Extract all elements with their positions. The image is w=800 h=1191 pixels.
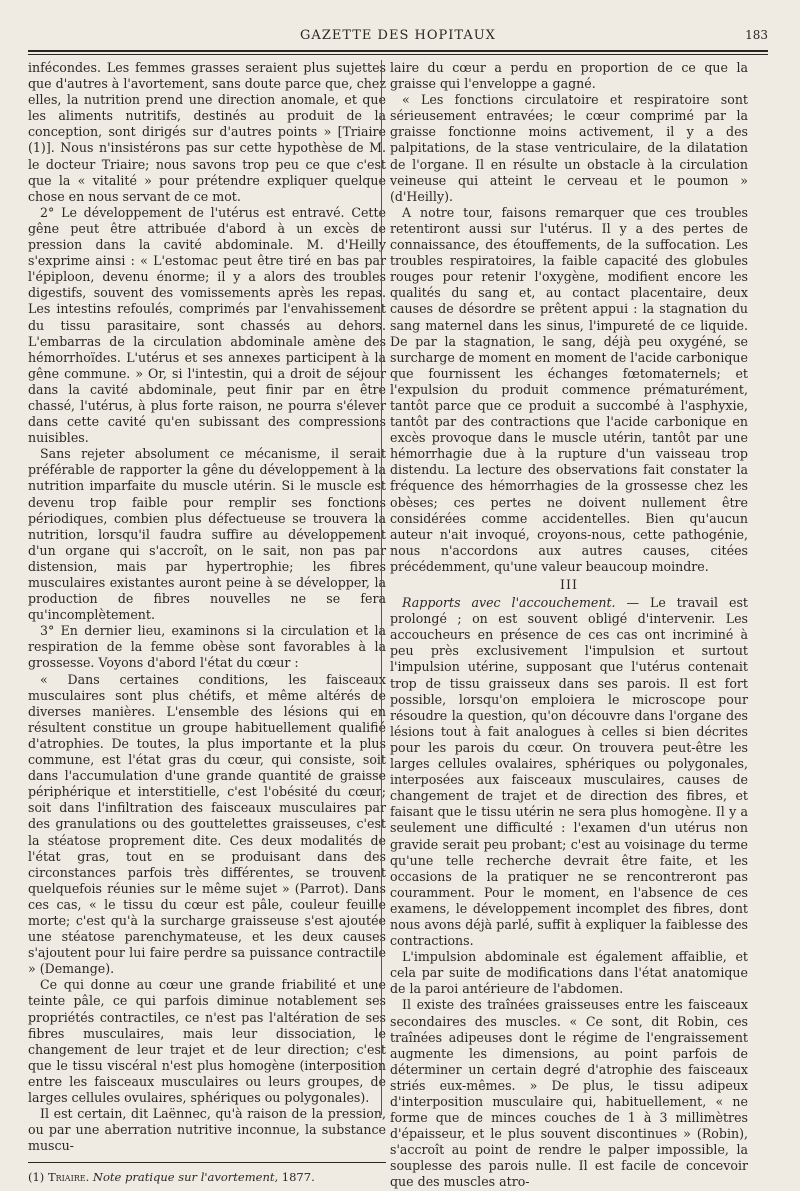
paragraph: laire du cœur a perdu en proportion de ce que la graisse qui l'enveloppe a gagné. [390, 60, 748, 92]
paragraph: « Dans certaines conditions, les faisceaux musculaires sont plus chétifs, et même altérés de diverses manières. L'ensemble des lésions qui en résultent constitue un groupe habituellement qualifié d'atrophies. De toutes, la plus importante et la plus commune, est l'état gras du cœur, qui consiste, soit dans l'accumulation d'une grande quantité de graisse périphérique et interstitielle, c'est l'obésité du cœur; soit dans l'infiltration des faisceaux musculaires par des granulations ou des gouttelettes graisseuses, c'est la stéatose proprement dite. Ces deux modalités de l'état gras, tout en se produisant dans des circonstances parfois très différentes, se trouvent quelquefois réunies sur le même sujet » (Parrot). Dans ces cas, « le tissu du cœur est pâle, couleur feuille morte; c'est qu'à la surcharge graisseuse s'est ajoutée une stéatose parenchymateuse, et les deux causes s'ajoutent pour lui faire perdre sa puissance contractile » (Demange). [28, 671, 386, 977]
footnote-title: Note pratique sur l'avortement, [89, 1170, 279, 1185]
paragraph: L'impulsion abdominale est également affaiblie, et cela par suite de modifications dans l'état anatomique de la paroi antérieure de l'abdomen. [390, 949, 748, 997]
footnote [28, 1169, 386, 1185]
header-rule-thick [28, 50, 768, 52]
page-header [28, 26, 768, 48]
column-divider [381, 60, 382, 1115]
section-number: III [560, 577, 578, 592]
section-lead-text: — Le travail est prolongé ; on est souvent obligé d'intervenir. Les accoucheurs en présence de ces cas ont incriminé à peu près exclusivement l'impulsion et surtout l'impulsion utérine, supposant que l'utérus contenait trop de tissu graisseux dans ses parois. Il est fort possible, lorsqu'on emploiera le microscope pour résoudre la question, qu'on découvre dans l'organe des lésions tout à fait analogues à celles si bien décrites pour les parois du cœur. On trouvera peut-être les larges cellules ovalaires, sphériques ou polygonales, interposées aux faisceaux musculaires, causes de changement de trajet et de direction des fibres, et faisant que le tissu utérin ne sera plus homogène. Il y a seulement une difficulté : l'examen d'un utérus non gravide serait peu probant; c'est au voisinage du terme qu'une telle recherche devrait être faite, et les occasions de la pratiquer ne se rencontreront pas couramment. Pour le moment, en l'absence de ces examens, le développement incomplet des fibres, dont nous avons déjà parlé, suffit à expliquer la faiblesse des contractions. [390, 595, 748, 949]
paragraph: Il est certain, dit Laënnec, qu'à raison de la pression, ou par une aberration nutritive inconnue, la substance muscu- [28, 1106, 386, 1154]
paragraph: « Les fonctions circulatoire et respiratoire sont sérieusement entravées; le cœur comprimé par la graisse fonctionne moins activement, il y a des palpitations, de la stase ventriculaire, de la dilatation de l'organe. Il en résulte un obstacle à la circulation veineuse qui atteint le cerveau et le poumon » (d'Heilly). [390, 92, 748, 204]
footnote-label: (1) [28, 1170, 48, 1185]
paragraph: Sans rejeter absolument ce mécanisme, il serait préférable de rapporter la gêne du développement à la nutrition imparfaite du muscle utérin. Si le muscle est devenu trop faible pour remplir ses fonctions périodiques, combien plus défectueuse se trouvera la nutrition, lorsqu'il faudra suffire au développement d'un organe qui s'accroît, on le sait, non pas par distension, mais par hypertrophie; les fibres musculaires existantes auront peine à se développer, la production de fibres nouvelles ne se fera qu'incomplètement. [28, 446, 386, 623]
running-title: GAZETTE DES HOPITAUX [300, 28, 496, 43]
footnote-year: 1877. [278, 1170, 315, 1185]
footnote-rule [28, 1162, 386, 1163]
right-column [390, 60, 748, 1191]
footnote-author: Triaire. [47, 1170, 90, 1185]
paragraph: A notre tour, faisons remarquer que ces troubles retentiront aussi sur l'utérus. Il y a des pertes de connaissance, des étouffements, de la suffocation. Les troubles respiratoires, la faible capacité des globules rouges pour retenir l'oxygène, modifient encore les qualités du sang et, au contact placentaire, deux causes de désordre se prêtent appui : la stagnation du sang maternel dans les sinus, l'impureté de ce liquide. De par la stagnation, le sang, déjà peu oxygéné, se surcharge de moment en moment de l'acide carbonique que fournissent les échanges fœtomaternels; et l'expulsion du produit commence prématurément, tantôt parce que ce produit a succombé à l'asphyxie, tantôt par des contractions que l'acide carbonique en excès provoque dans le muscle utérin, tantôt par une hémorrhagie due à la rupture d'un vaisseau trop distendu. La lecture des observations fait constater la fréquence des hémorrhagies de la grossesse chez les obèses; ces pertes ne doivent nullement être considérées comme accidentelles. Bien qu'aucun auteur n'ait invoqué, croyons-nous, cette pathogénie, nous n'accordons aux autres causes, citées précédemment, qu'une valeur beaucoup moindre. [390, 204, 748, 574]
paragraph: infécondes. Les femmes grasses seraient plus sujettes que d'autres à l'avortement, sans doute parce que, chez elles, la nutrition prend une direction anomale, et que les aliments nutritifs, destinés au produit de la conception, sont dirigés sur d'autres points » [Triaire (1)]. Nous n'insistérons pas sur cette hypothèse de M. le docteur Triaire; nous savons trop peu ce que c'est que la « vitalité » pour prétendre expliquer quelque chose en nous servant de ce mot. [28, 60, 386, 204]
left-column [28, 60, 386, 1185]
page-number: 183 [745, 28, 768, 42]
paragraph: 3° En dernier lieu, examinons si la circulation et la respiration de la femme obèse sont favorables à la grossesse. Voyons d'abord l'état du cœur : [28, 623, 386, 671]
section-lead-title: Rapports avec l'accouchement. [402, 595, 616, 611]
paragraph: Ce qui donne au cœur une grande friabilité et une teinte pâle, ce qui parfois diminue notablement ses propriétés contractiles, ce n'est pas l'altération de ses fibres musculaires, mais leur dissociation, le changement de leur trajet et de leur direction; c'est que le tissu viscéral n'est plus homogène (interposition entre les faisceaux musculaires ou leurs groupes, de larges cellules ovulaires, sphériques ou polygonales). [28, 977, 386, 1105]
section-lead-paragraph [390, 595, 748, 949]
paragraph: Il existe des traînées graisseuses entre les faisceaux secondaires des muscles. « Ce sont, dit Robin, ces traînées adipeuses dont le régime de l'engraissement augmente les dimensions, au point parfois de déterminer un certain degré d'atrophie des faisceaux striés eux-mêmes. » De plus, le tissu adipeux d'interposition musculaire qui, habituellement, « ne forme que de minces couches de 1 à 3 millimètres d'épaisseur, et le plus souvent discontinues » (Robin), s'accroît au point de rendre le palper impossible, la souplesse des parois nulle. Il est facile de concevoir que des muscles atro- [390, 997, 748, 1190]
header-rule-thin [28, 54, 768, 55]
paragraph: 2° Le développement de l'utérus est entravé. Cette gêne peut être attribuée d'abord à un excès de pression dans la cavité abdominale. M. d'Heilly s'exprime ainsi : « L'estomac peut être tiré en bas par l'épiploon, devenu énorme; il y a alors des troubles digestifs, souvent des vomissements après les repas. Les intestins refoulés, comprimés par l'envahissement du tissu parasitaire, sont chassés au dehors. L'embarras de la circulation abdominale amène des hémorrhoïdes. L'utérus et ses annexes participent à la gêne commune. » Or, si l'intestin, qui a droit de séjour dans la cavité abdominale, peut finir par en être chassé, l'utérus, à plus forte raison, ne pourra s'élever dans cette cavité qu'en subissant des compressions nuisibles. [28, 204, 386, 446]
